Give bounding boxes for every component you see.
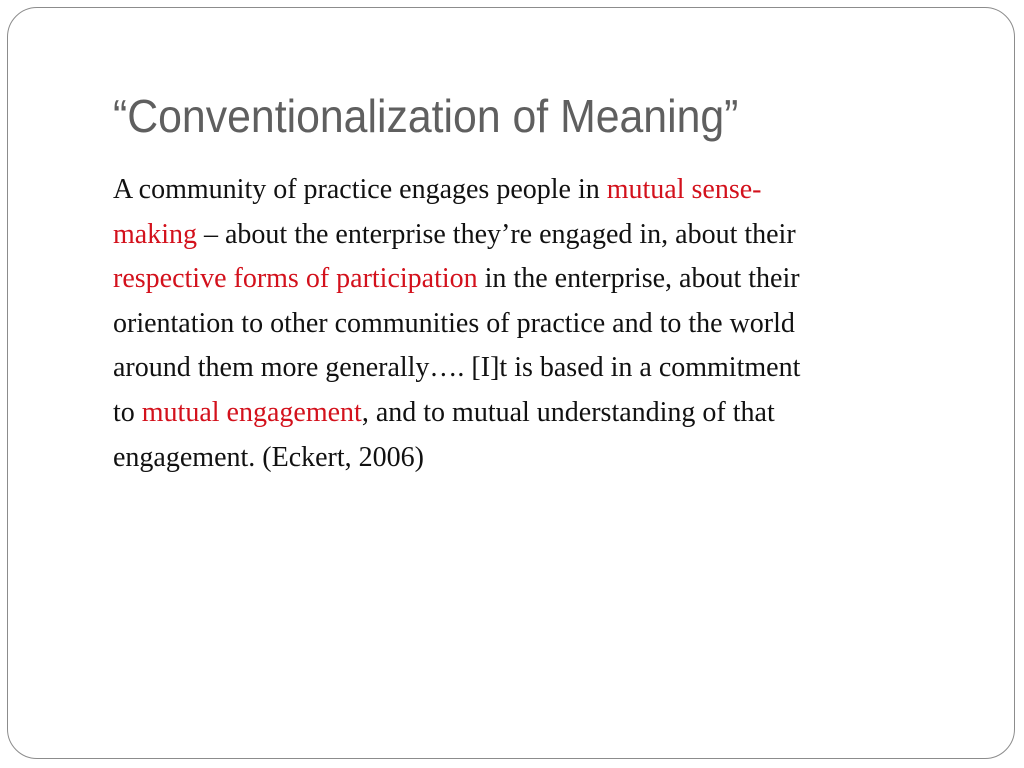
text-run: orientation to other communities of practice and to the world	[113, 307, 795, 339]
slide-title: “Conventionalization of Meaning”	[113, 90, 739, 142]
highlighted-phrase: respective forms of participation	[113, 263, 478, 295]
body-line	[113, 213, 963, 258]
slide-body	[113, 168, 963, 480]
text-run: to	[113, 396, 142, 428]
body-line	[113, 257, 963, 302]
highlighted-phrase: mutual engagement	[141, 396, 362, 428]
body-line	[113, 391, 963, 436]
body-line	[113, 168, 963, 213]
highlighted-phrase: making	[113, 218, 197, 250]
body-line	[113, 436, 963, 481]
text-run: A community of practice engages people in	[113, 174, 607, 205]
text-run: in the enterprise, about their	[477, 263, 800, 295]
body-line	[113, 346, 963, 391]
body-line	[113, 302, 963, 347]
text-run: engagement. (Eckert, 2006)	[113, 441, 424, 473]
text-run: , and to mutual understanding of that	[361, 396, 775, 428]
text-run: – about the enterprise they’re engaged in, about their	[197, 218, 796, 250]
text-run: around them more generally…. [I]t is based in a commitment	[113, 352, 801, 384]
highlighted-phrase: mutual sense-	[606, 174, 762, 205]
